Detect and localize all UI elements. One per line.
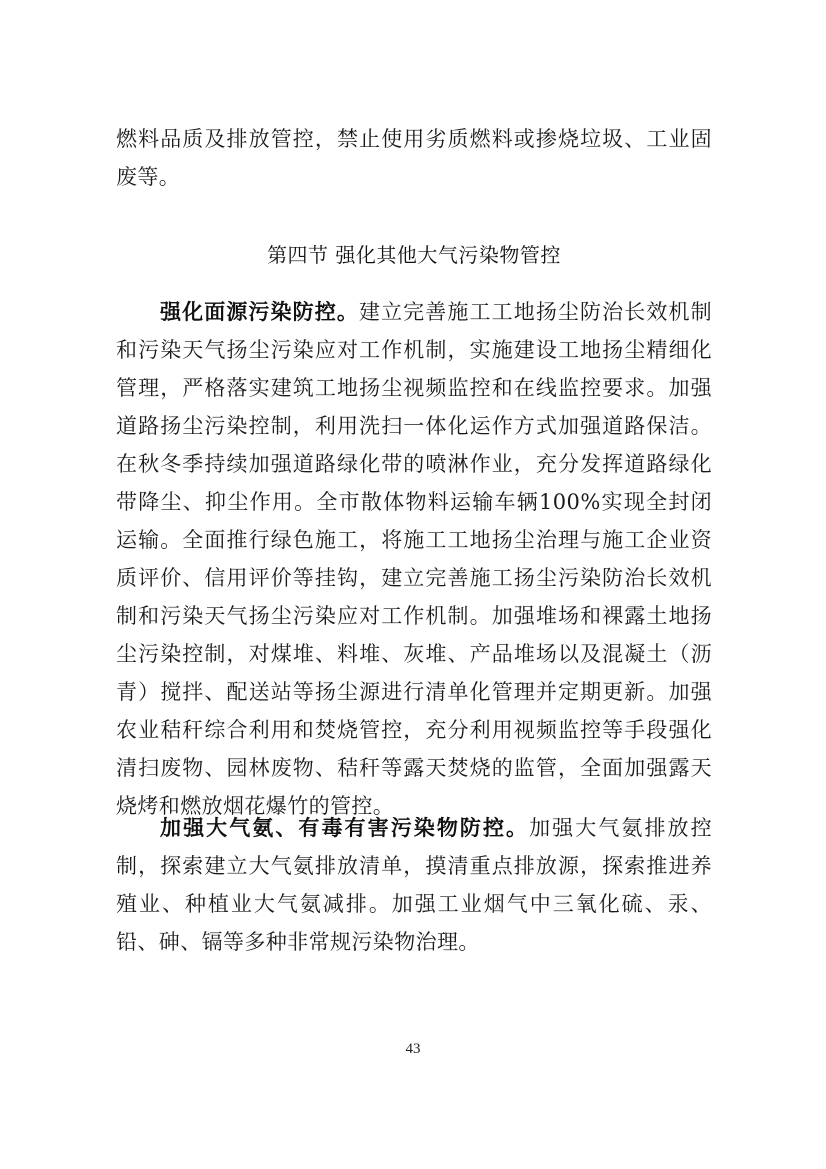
paragraph-body-area-source: 建立完善施工工地扬尘防治长效机制和污染天气扬尘污染应对工作机制，实施建设工地扬尘精细化管理，严格落实建筑工地扬尘视频监控和在线监控要求。加强道路扬尘污染控制，利用洗扫一体化运作方式加强道路保洁。在秋冬季持续加强道路绿化带的喷淋作业，充分发挥道路绿化带降尘、抑尘作用。全市散体物料运输车辆100%实现全封闭运输。全面推行绿色施工，将施工工地扬尘治理与施工企业资质评价、信用评价等挂钩，建立完善施工扬尘污染防治长效机制和污染天气扬尘污染应对工作机制。加强堆场和裸露土地扬尘污染控制，对煤堆、料堆、灰堆、产品堆场以及混凝土（沥青）搅拌、配送站等扬尘源进行清单化管理并定期更新。加强农业秸秆综合利用和焚烧管控，充分利用视频监控等手段强化清扫废物、园林废物、秸秆等露天焚烧的监管，全面加强露天烧烤和燃放烟花爆竹的管控。 xyxy=(116,300,712,818)
paragraph-body-ammonia: 加强大气氨排放控制，探索建立大气氨排放清单，摸清重点排放源，探索推进养殖业、种植业大气氨减排。加强工业烟气中三氧化硫、汞、铅、砷、镉等多种非常规污染物治理。 xyxy=(116,816,712,954)
section-heading: 第四节 强化其他大气污染物管控 xyxy=(267,243,561,267)
paragraph-lead-area-source: 强化面源污染防控。 xyxy=(160,300,359,324)
paragraph-lead-ammonia: 加强大气氨、有毒有害污染物防控。 xyxy=(160,816,530,840)
continuation-paragraph: 燃料品质及排放管控，禁止使用劣质燃料或掺烧垃圾、工业固废等。 xyxy=(116,127,712,189)
paragraph-ammonia-toxic-control xyxy=(116,809,712,961)
paragraph-area-source-control xyxy=(116,293,712,825)
page-number: 43 xyxy=(405,1041,421,1057)
